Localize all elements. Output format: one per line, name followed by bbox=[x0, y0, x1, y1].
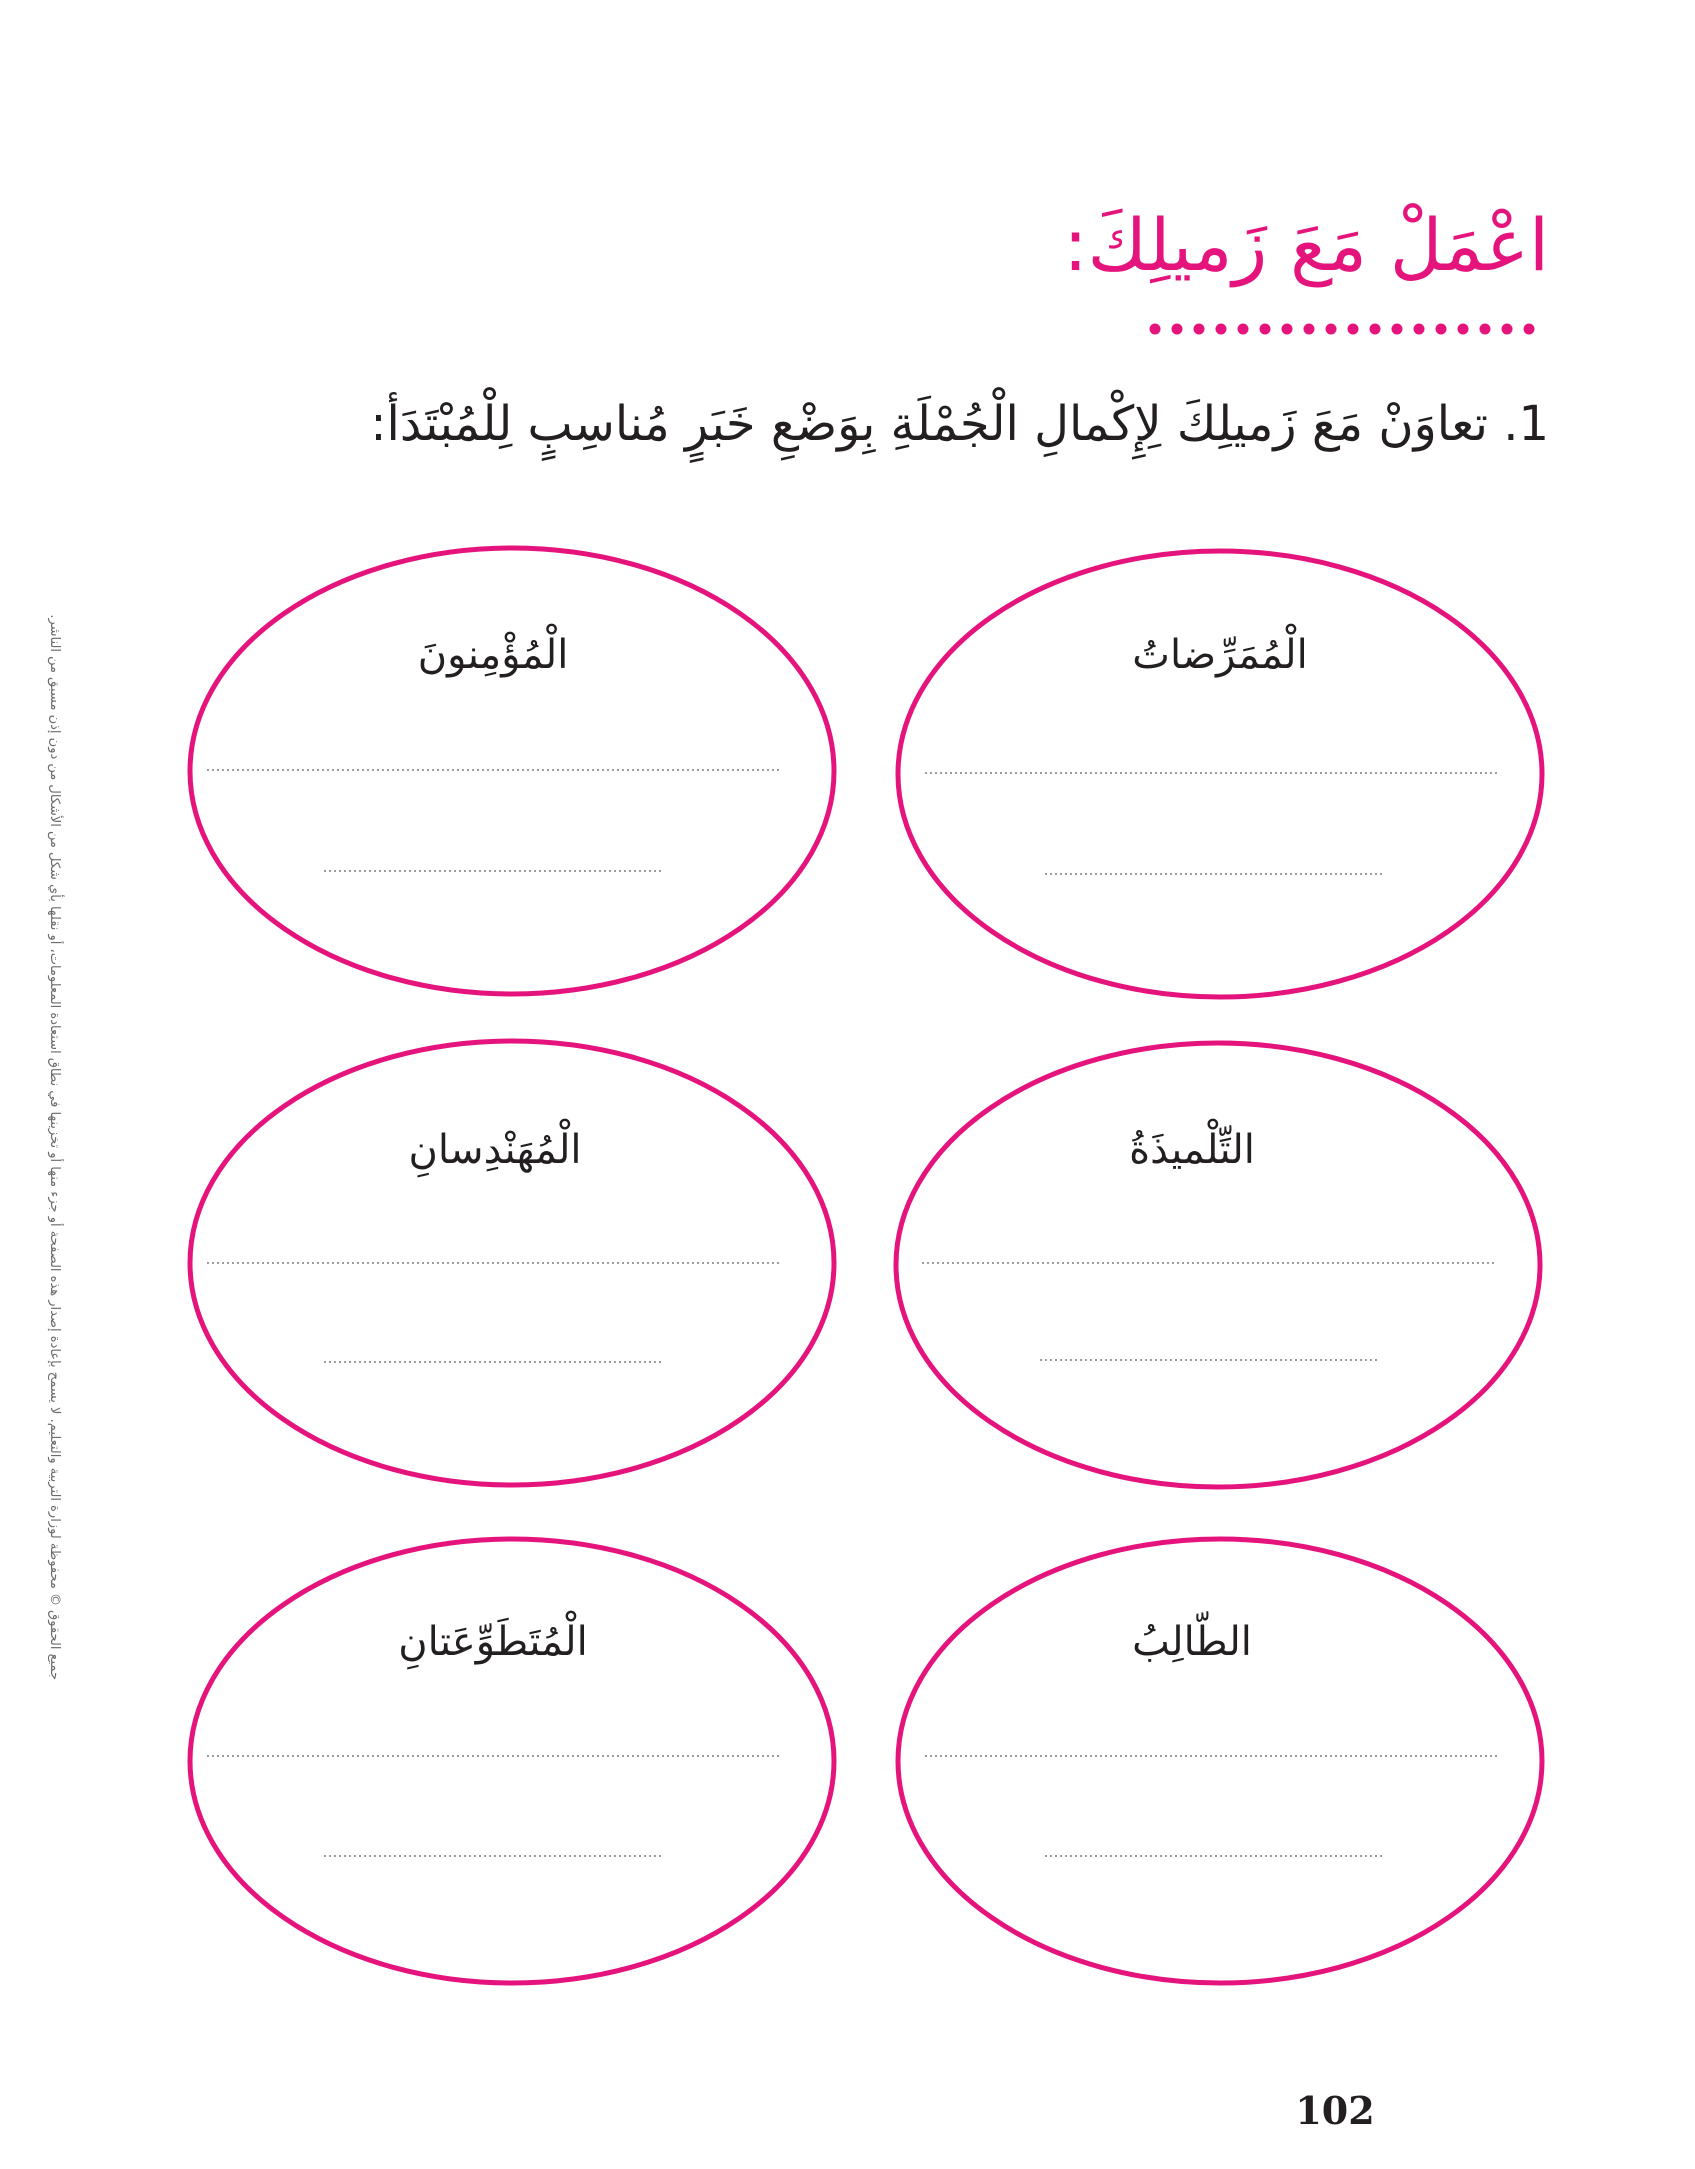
oval-subject: الْمُهَنْدِسانِ bbox=[408, 1127, 582, 1173]
oval-outline bbox=[896, 1043, 1540, 1487]
exercise-instruction: 1. تعاوَنْ مَعَ زَميلِكَ لِإِكْمالِ الْجُمْلَةِ بِوَضْعِ خَبَرٍ مُناسِبٍ لِلْمُبْتَدَأ: bbox=[370, 396, 1549, 452]
oval-outline bbox=[898, 1539, 1542, 1983]
oval-subject: التِّلْميذَةُ bbox=[1129, 1127, 1255, 1173]
oval-card bbox=[190, 1539, 834, 1983]
oval-card bbox=[898, 551, 1542, 997]
page-number: 102 bbox=[1295, 2088, 1375, 2133]
oval-card bbox=[896, 1043, 1540, 1487]
oval-subject: الْمُمَرِّضاتُ bbox=[1132, 632, 1308, 678]
oval-subject: الطّالِبُ bbox=[1132, 1619, 1252, 1665]
oval-outline bbox=[190, 548, 834, 994]
oval-card bbox=[190, 1041, 834, 1485]
oval-card bbox=[190, 548, 834, 994]
oval-outline bbox=[898, 551, 1542, 997]
section-heading: اعْمَلْ مَعَ زَميلِكَ: bbox=[1063, 203, 1549, 287]
oval-card bbox=[898, 1539, 1542, 1983]
oval-subject: الْمُؤْمِنونَ bbox=[417, 632, 569, 678]
copyright-side-note: جميع الحقوق © محفوظة لوزارة التربية والتعليم. لا يسمح بإعادة إصدار هذه الصفحة أو جزء منها أو تخزينها في نطاق استعادة المعلومات، أو نقلها بأي شكل من الأشكال من دون إذن مسبق من الناشر. bbox=[47, 614, 62, 1680]
oval-outline bbox=[190, 1539, 834, 1983]
oval-subject: الْمُتَطَوِّعَتانِ bbox=[398, 1619, 588, 1665]
